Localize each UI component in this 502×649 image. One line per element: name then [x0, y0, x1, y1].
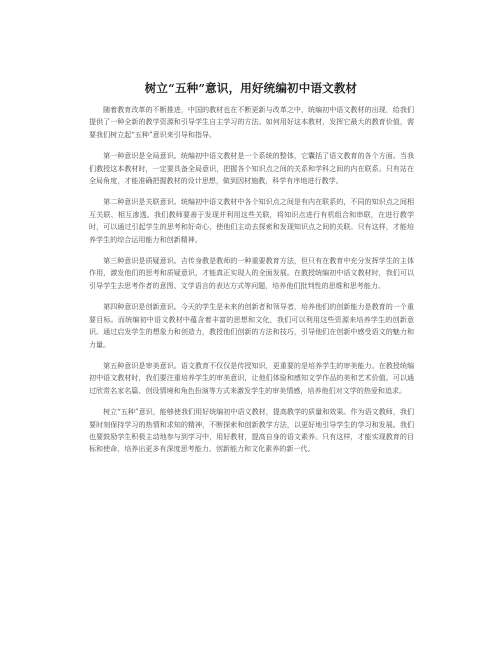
- paragraph-intro: 随着教育改革的不断推进，中国的教材也在不断更新与改革之中，统编初中语文教材的出现，给我们提供了一种全新的教学资源和引导学生自主学习的方法。如何用好这本教材，发挥它最大的教育价值，需要我们树立起“五种”意识来引导和指导。: [89, 105, 414, 139]
- paragraph-association-awareness: 第二种意识是关联意识。统编初中语文教材中各个知识点之间是有内在联系的，不同的知识点之间相互关联、相互渗透。我们教师要善于发现并利用这些关联，将知识点进行有机组合和串联，在进行教学时，可以通过引起学生的思考和好奇心，使他们主动去探索和发现知识点之间的关联。只有这样，才能培养学生的综合运用能力和创新精神。: [89, 197, 414, 244]
- paragraph-aesthetic-awareness: 第五种意识是审美意识。语文教育不仅仅是传授知识，更重要的是培养学生的审美能力。在教授统编初中语文教材时，我们要注重培养学生的审美意识，让他们体验和感知文学作品的美和艺术价值。可以通过欣赏名家名篇、创设情境和角色扮演等方式来激发学生的审美情感，培养他们对文学的热爱和追求。: [89, 360, 414, 395]
- paragraph-questioning-awareness: 第三种意识是质疑意识。吉传身教是教师的一种重要教育方法，但只有在教育中充分发挥学生的主体作用，激发他们的思考和质疑意识，才能真正实现人的全面发展。在教授统编初中语文教材时，我们可以引导学生去思考作者的意图、文学语言的表达方式等问题，培养他们批判性的思维和思考能力。: [89, 256, 414, 290]
- document-body: [89, 104, 414, 465]
- document-title: 树立“五种”意识，用好统编初中语文教材: [144, 81, 358, 95]
- paragraph-innovation-awareness: 第四种意识是创新意识。今天的学生是未来的创新者和领导者，培养他们的创新能力是教育的一个重要目标。而统编初中语文教材中蕴含着丰富的思想和文化，我们可以利用这些资源来培养学生的创新意识。通过启发学生的想象力和创造力，教授他们创新的方法和技巧，引导他们在创新中感受语文的魅力和力量。: [89, 302, 414, 349]
- paragraph-conclusion: 树立“五种”意识，能够使我们用好统编初中语文教材，提高教学的质量和效果。作为语文教师，我们要时刻保持学习的热情和求知的精神，不断探索和创新教学方法，以更好地引导学生的学习和发展。我们也要鼓励学生积极主动地参与到学习中，用好教材，提高自身的语文素养。只有这样，才能实现教育的目标和使命，培养出更多有深度思考能力、创新能力和文化素养的新一代。: [89, 407, 414, 454]
- paragraph-global-awareness: 第一种意识是全局意识。统编初中语文教材是一个系统的整体，它囊括了语文教育的各个方面。当我们教授这本教材时，一定要具备全局意识，把握各个知识点之间的关系和学科之间的内在联系。只有站在全局角度，才能准确把握教材的设计思想，做到因材施教，科学有序地进行教学。: [89, 151, 414, 186]
